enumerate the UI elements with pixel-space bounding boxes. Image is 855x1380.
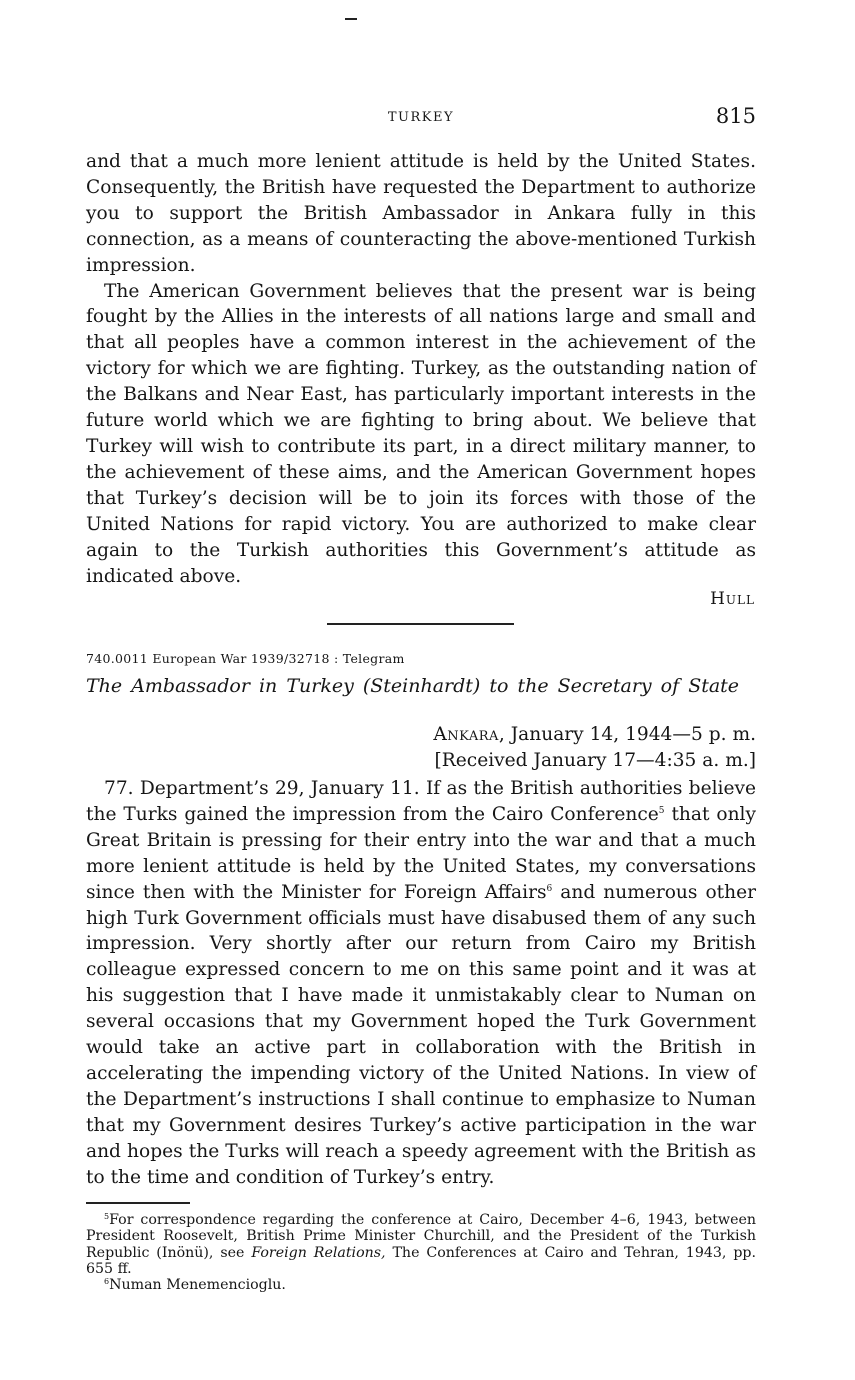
paragraph-american-government: The American Government believes that the present war is being fought by the Allies in the interests of all nations large and small and that all peoples have a common interest in the achievement of the victory for which we are fighting. Turkey, as the outstanding nation of the Balkans and Near East, has particularly important interests in the future world which we are fighting to bring about. We believe that Turkey will wish to contribute its part, in a direct military manner, to the achievement of these aims, and the American Government hopes that Turkey’s decision will be to join its forces with those of the United Nations for rapid victory. You are authorized to make clear again to the Turkish authorities this Government’s attitude as indicated above. bbox=[86, 280, 756, 587]
paragraph-77 bbox=[86, 776, 756, 1191]
paragraph-77-part2: that only Great Britain is pressing for their entry into the war and that a much more lenient attitude is held by the United States, my conversations since then with the Minister for Foreign Affairs bbox=[86, 803, 757, 903]
dateline-sent bbox=[433, 722, 756, 748]
footnote-mark-6: 6 bbox=[104, 1277, 110, 1287]
telegram-77-text bbox=[86, 776, 756, 1191]
page-header bbox=[86, 104, 756, 134]
document-title: The Ambassador in Turkey (Steinhardt) to the Secretary of State bbox=[86, 675, 740, 697]
footnote-ref-5[interactable]: 5 bbox=[658, 805, 665, 816]
running-head: TURKEY bbox=[387, 110, 455, 125]
continued-telegram-text bbox=[86, 149, 756, 589]
section-divider bbox=[327, 623, 514, 625]
footnote-mark-5: 5 bbox=[104, 1212, 110, 1221]
paragraph-77-part3: and numerous other high Turk Government officials must have disabused them of any such impression. Very shortly after our return from Cairo my British colleague expressed concern to me on this same point and it was at his suggestion that I have made it unmistakably clear to Numan on several occasions that my Government hoped the Turk Government would take an active part in collaboration with the British in accelerating the impending victory of the United Nations. In view of the Department’s instructions I shall continue to emphasize to Numan that my Government desires Turkey’s active participation in the war and hopes the Turks will reach a speedy agreement with the British as to the time and condition of Turkey’s entry. bbox=[86, 881, 756, 1188]
file-reference: 740.0011 European War 1939/32718 : Telegram bbox=[86, 651, 405, 666]
signature-hull: Hull bbox=[710, 589, 755, 609]
paragraph-77-part1: 77. Department’s 29, January 11. If as the British authorities believe the Turks gained the impression from the Cairo Conference bbox=[86, 778, 756, 825]
footnotes bbox=[86, 1212, 756, 1293]
page-number: 815 bbox=[715, 104, 756, 128]
footnote-rule bbox=[86, 1202, 190, 1204]
dateline bbox=[433, 722, 756, 774]
dateline-date: , January 14, 1944—5 p. m. bbox=[498, 724, 756, 745]
footnote-6 bbox=[86, 1277, 756, 1293]
paragraph-continued: and that a much more lenient attitude is held by the United States. Consequently, the British have requested the Department to authorize you to support the British Ambassador in Ankara fully in this connection, as a means of counteracting the above-mentioned Turkish impression. bbox=[86, 151, 756, 276]
footnote-5-italic: Foreign Relations, bbox=[251, 1244, 386, 1261]
footnote-ref-6[interactable]: 6 bbox=[546, 883, 553, 894]
footnote-5-text-after: The Conferences at Cairo and Tehran, 1943, pp. 655 ff. bbox=[86, 1244, 756, 1277]
footnote-5 bbox=[86, 1212, 756, 1277]
dateline-place: Ankara bbox=[433, 724, 499, 745]
dateline-received: [Received January 17—4:35 a. m.] bbox=[434, 750, 756, 771]
footnote-6-text: Numan Menemencioglu. bbox=[109, 1277, 286, 1294]
footnote-5-text: For correspondence regarding the conference at Cairo, December 4–6, 1943, between President Roosevelt, British Prime Minister Churchill, and the President of the Turkish Republic (Inönü), see bbox=[86, 1212, 756, 1261]
top-mark bbox=[345, 18, 357, 20]
